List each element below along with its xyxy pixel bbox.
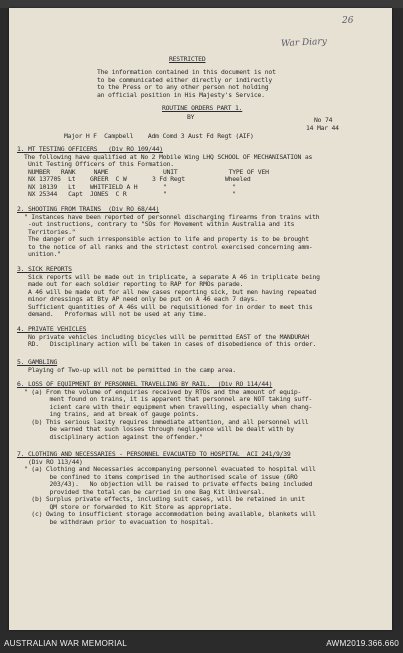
sec2-line: to the notice of all ranks and the strictest control exercised concerning amm-	[28, 242, 313, 251]
document-page	[9, 8, 392, 630]
sec1-title: 1. MT TESTING OFFICERS (Div RO 109/44)	[17, 145, 163, 153]
sec6-line: be warned that such losses through negligence will be dealt with by	[24, 425, 294, 433]
order-number: No 74	[314, 116, 333, 124]
sec6-line: (b) This serious laxity requires immediate attention, and all personnel will	[24, 417, 309, 426]
sec7-line: be withdrawn prior to evacuation to hospital.	[24, 517, 214, 526]
handwritten-war-diary: War Diary	[280, 36, 328, 50]
sec4-line: No private vehicles including bicycles will be permitted EAST of the MANDURAH	[28, 332, 309, 341]
sec6-line: " (a) From the volume of enquiries received by RTOs and the amount of equip-	[24, 387, 302, 396]
top-frame	[0, 0, 403, 8]
sec1-row: NX 10139 Lt WHITFIELD A H " "	[28, 182, 236, 191]
archive-footer	[0, 637, 403, 651]
sec7-line: QM store or forwarded to Kit Store as appropriate.	[24, 502, 232, 511]
notice-line-2: to be communicated either directly or indirectly	[97, 75, 273, 84]
footer-accession-number: AWM2019.366.660	[326, 639, 399, 648]
sec7-line: " (a) Clothing and Necessaries accompanying personnel evacuated to hospital will	[24, 465, 316, 473]
order-date: 14 Mar 44	[306, 123, 339, 132]
sec7-line: (b) Surplus private effects, including suit cases, will be retained in unit	[24, 495, 305, 503]
sec2-line: unition."	[28, 250, 61, 258]
sec7-line: 203/43). No objection will be raised to private effects being included	[24, 480, 313, 488]
orders-title: ROUTINE ORDERS PART 1.	[162, 104, 243, 112]
sec6-line: ing trains, and at break of gauge points.	[24, 410, 200, 418]
sec7-line: provided the total can be carried in one Bag Kit Universal.	[24, 487, 265, 496]
sec6-line: icient care with their equipment when travelling, especially when chang-	[24, 402, 313, 411]
sec2-line: The danger of such irresponsible action to life and property is to be brought	[28, 235, 309, 243]
sec4-title: 4. PRIVATE VEHICLES	[17, 325, 87, 333]
sec2-line: Territories."	[28, 227, 76, 236]
sec3-title: 3. SICK REPORTS	[17, 265, 72, 273]
sec2-line: -out instructions, contrary to "SOs for Movement within Australia and its	[28, 220, 295, 228]
footer-institution: AUSTRALIAN WAR MEMORIAL	[4, 639, 128, 648]
sec1-intro-1: The following have qualified at No 2 Mobile Wing LHQ SCHOOL OF MECHANISATION as	[24, 152, 313, 161]
sec3-line: A 46 will be made out for all new cases reporting sick, but men having repeated	[28, 287, 317, 296]
sec7-line: (c) Owing to insufficient storage accommodation being available, blankets will	[24, 510, 316, 518]
sec6-line: disciplinary action against the offender."	[24, 432, 203, 441]
sec1-table-header: NUMBER RANK NAME UNIT TYPE OF VEH	[28, 167, 269, 176]
sec5-line: Playing of Two-up will not be permitted in the camp area.	[28, 365, 236, 374]
sec7-title: 7. CLOTHING AND NECESSARIES - PERSONNEL EVACUATED TO HOSPITAL ACI 241/9/39	[17, 450, 291, 458]
classification-heading: RESTRICTED	[169, 55, 206, 63]
sec3-line: minor dressings at Bty AP need only be put on A 46 each 7 days.	[28, 295, 258, 303]
sec3-line: Sick reports will be made out in triplicate, a separate A 46 in triplicate being	[28, 272, 320, 281]
notice-line-4: an official position in His Majesty's Service.	[97, 90, 265, 99]
sec3-line: Sufficient quantities of A 46s will be requisitioned for in order to meet this	[28, 302, 313, 311]
sec7-line: be confined to items comprised in the authorised scale of issue (GRO	[24, 472, 298, 481]
sec6-line: ment found on trains, it is apparent that personnel are NOT taking suff-	[24, 395, 313, 403]
sec3-line: made out for each soldier reporting to RAP for RMOs parade.	[28, 280, 244, 288]
sec1-intro-2: Unit Testing Officers of this Formation.	[28, 160, 174, 168]
notice-line-3: to the Press or to any other person not holding	[97, 83, 269, 91]
sec6-title: 6. LOSS OF EQUIPMENT BY PERSONNEL TRAVELLING BY RAIL. (Div RO 114/44)	[17, 380, 273, 388]
orders-by: BY	[187, 113, 195, 121]
handwritten-page-number: 26	[342, 16, 354, 26]
sec2-line: " Instances have been reported of personnel discharging firearms from trains with	[24, 212, 320, 221]
sec3-line: demand. Proformas will not be used at any time.	[28, 310, 207, 318]
sec4-line: RD. Disciplinary action will be taken in cases of disobedience of this order.	[28, 340, 317, 348]
sec2-title: 2. SHOOTING FROM TRAINS (Div RO 68/44)	[17, 205, 160, 213]
sec7-sub: (Div RO 113/44)	[17, 457, 83, 466]
notice-line-1: The information contained in this document is not	[97, 68, 276, 76]
sec1-row: NX 25344 Capt JONES C R " "	[28, 190, 236, 198]
commander-line: Major H F Campbell Adm Comd 3 Aust Fd Regt (AIF)	[64, 132, 254, 140]
sec5-title: 5. GAMBLING	[17, 358, 58, 366]
sec1-row: NX 137705 Lt GREER C W 3 Fd Regt Wheeled	[28, 175, 251, 183]
